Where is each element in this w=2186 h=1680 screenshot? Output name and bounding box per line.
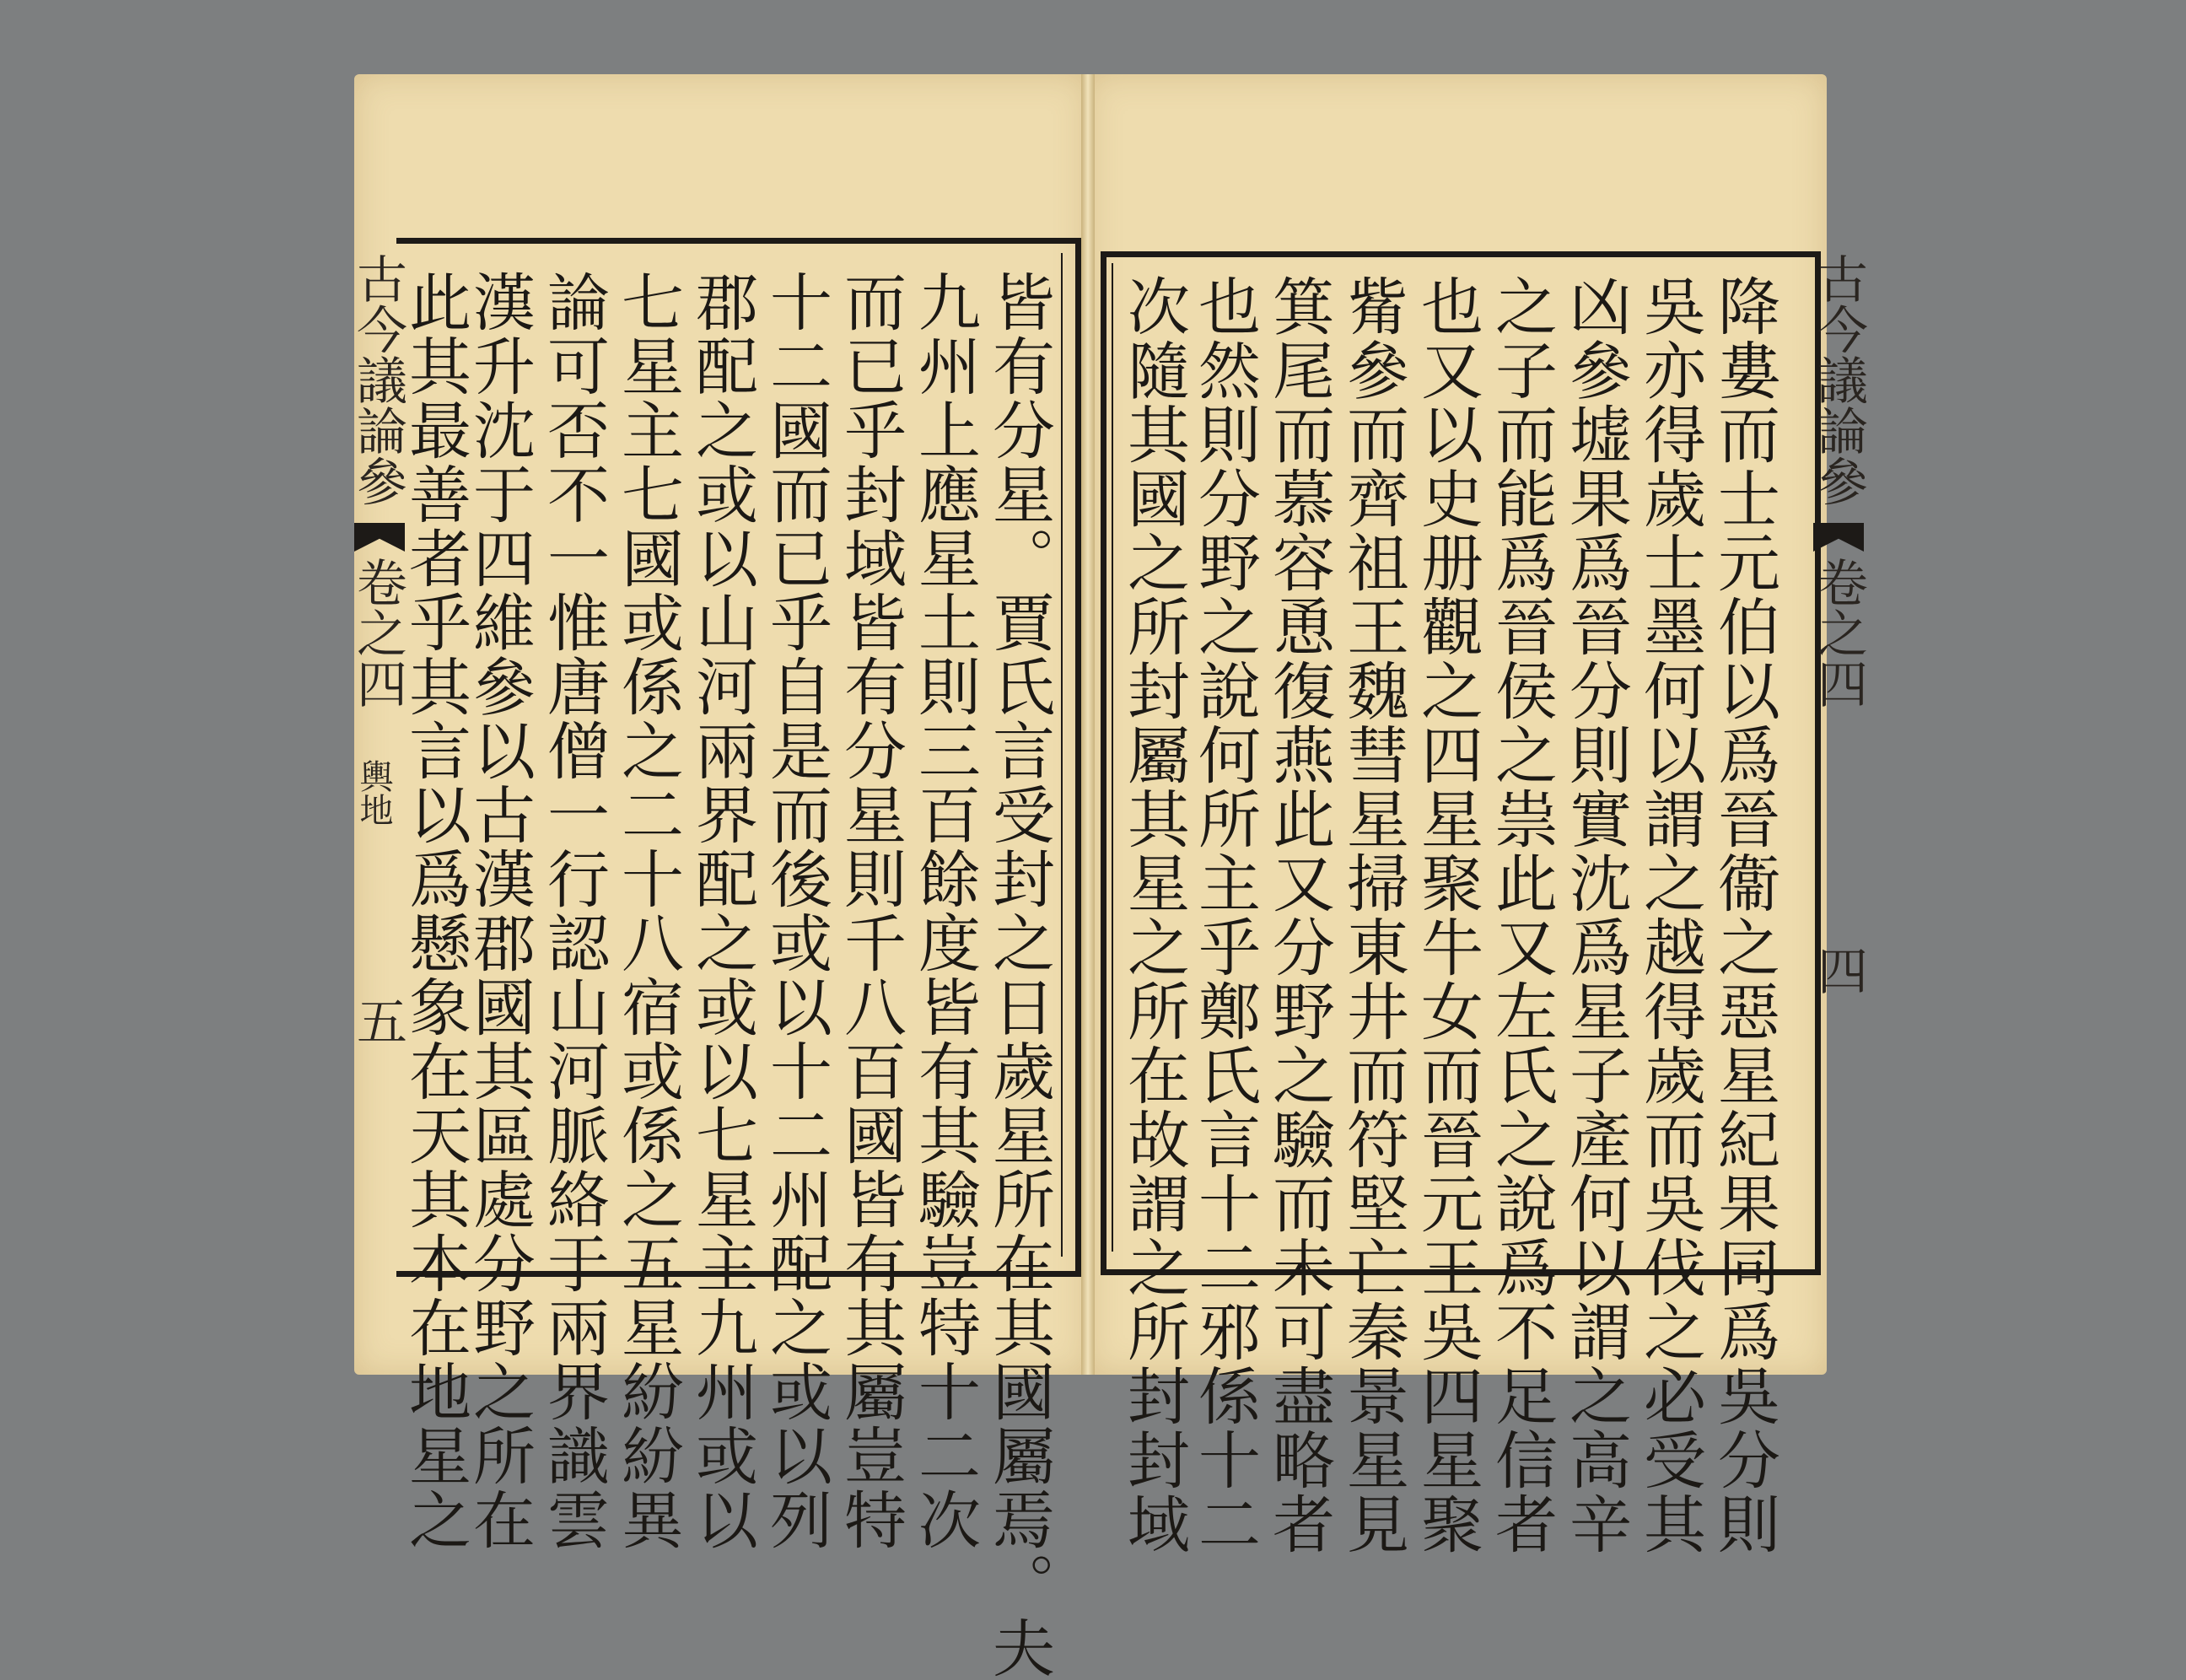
left-inner-rule: [1061, 253, 1063, 1257]
right-gutter-title: 古今議論參: [1809, 253, 1868, 506]
right-column-2: 吳亦得歲士墨何以謂之越得歲而吳伐之必受其: [1634, 274, 1706, 1556]
left-column-7: 論可否不一惟唐僧一行認山河脈絡于兩界識雲: [537, 270, 610, 1552]
left-gutter-section: 輿地: [354, 759, 393, 827]
left-gutter-folio: 五: [348, 995, 407, 1046]
right-gutter-volume: 卷之四: [1809, 557, 1868, 708]
left-column-8: 漢升沈于四維參以古漢郡國其區處分野之所在: [463, 270, 536, 1552]
left-gutter-title: 古今議論參: [348, 253, 407, 506]
right-column-3: 凶參墟果爲晉分則實沈爲星子產何以謂之高辛: [1559, 274, 1632, 1556]
right-column-7: 箕尾而慕容恿復燕此又分野之驗而未可盡略者: [1263, 274, 1335, 1556]
right-column-4: 之子而能爲晉侯之祟此又左氏之說爲不足信者: [1485, 274, 1558, 1556]
right-fishtail-mark: [1813, 523, 1864, 552]
left-column-2: 九州上應星土則三百餘度皆有其驗豈特十二次: [908, 270, 981, 1552]
left-column-5: 郡配之或以山河兩界配之或以七星主九州或以: [686, 270, 758, 1552]
right-column-5: 也又以史册觀之四星聚牛女而晉元王吳四星聚: [1411, 274, 1483, 1556]
book-spine: [1081, 74, 1095, 1375]
right-column-9: 次隨其國之所封屬其星之所在故謂之所封封域: [1117, 274, 1190, 1556]
left-column-6: 七星主七國或係之二十八宿或係之五星紛紛異: [611, 270, 684, 1552]
right-gutter-folio: 四: [1809, 945, 1868, 995]
right-inner-rule: [1112, 263, 1113, 1252]
right-column-1: 降婁而士元伯以爲晉衞之惡星紀果同爲吳分則: [1708, 274, 1780, 1556]
left-column-1: 皆有分星。賈氏言受封之日歲星所在其國屬焉。夫: [983, 270, 1055, 1680]
left-gutter-volume: 卷之四: [348, 557, 407, 708]
left-column-4: 十二國而已乎自是而後或以十二州配之或以列: [760, 270, 832, 1552]
left-column-9: 此其最善者乎其言以爲懸象在天其本在地星之: [399, 270, 471, 1552]
right-column-8: 也然則分野之說何所主乎鄭氏言十二邪係十二: [1188, 274, 1261, 1556]
left-column-3: 而已乎封域皆有分星則千八百國皆有其屬豈特: [834, 270, 907, 1552]
right-column-6: 觜參而齊祖王魏彗星掃東井而符堅亡秦景星見: [1337, 274, 1409, 1556]
